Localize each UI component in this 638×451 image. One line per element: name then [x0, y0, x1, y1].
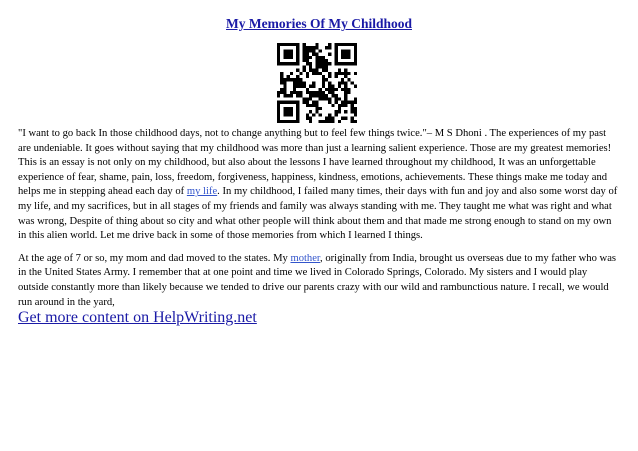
document-title-link[interactable]: My Memories Of My Childhood — [226, 16, 412, 31]
my-life-link[interactable]: my life — [186, 186, 218, 198]
qr-code-icon — [277, 43, 357, 123]
paragraph-1: "I want to go back In those childhood days, not to change anything but to feel few things twice."– M S Dhoni . The experiences of my past are undeniable. It goes without saying that my childhood was more than just a learning salient experience. Those are my greatest memories! This is an essay is not only on my childhood, but also about the lessons I have learned throughout my childhood, It was an unforgettable experience of fear, shame, pain, loss, freedom, forgiveness, happiness, kindness, emotions, achievements. These things make me today and helps me in stepping ahead each day of my life. In my childhood, I failed many times, their days with fun and joy and also some worst day of my life, and my sacrifices, but in all stages of my friends and family was always standing with me. They taught me what was right and what was wrong, Despite of thing about so city and what other people will think about them and that made me strong enough to stand on my own in this alien world. Let me drive back in some of those memories from which I learned I things. — [18, 128, 618, 242]
get-more-content-link[interactable]: Get more content on HelpWriting.net — [18, 309, 257, 326]
paragraph-2: At the age of 7 or so, my mom and dad moved to the states. My mother, originally from India, brought us overseas due to my father who was in the United States Army. I remember that at one point and time we lived in Colorado Springs, Colorado. My sisters and I would play outside constantly more than likely because we tended to drive our parents crazy with our wild and rambunctious nature. I recall, we would run around in the yard, — [18, 252, 617, 308]
mother-link[interactable]: mother — [290, 252, 321, 264]
document-body — [18, 127, 620, 318]
